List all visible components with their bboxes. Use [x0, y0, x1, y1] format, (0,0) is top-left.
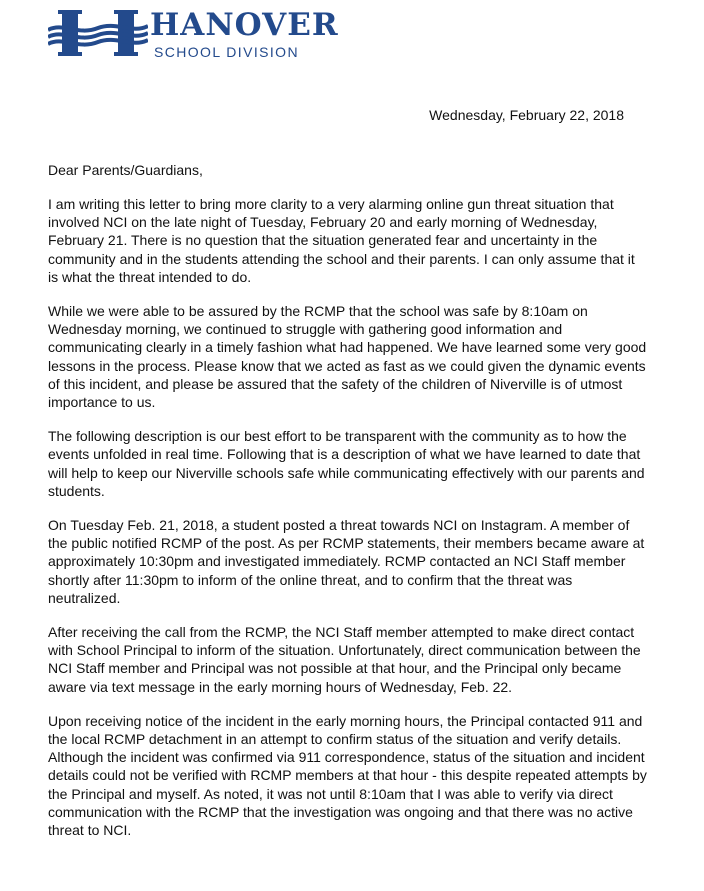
- letter-body: [48, 161, 648, 855]
- brand-name: HANOVER: [150, 7, 339, 43]
- paragraph: The following description is our best effort to be transparent with the community as to how the events unfolded in real time. Following that is a description of what we have learned to date that will help to keep our Niverville schools safe while communicating effectively with our parents and students.: [48, 428, 645, 499]
- paragraph: I am writing this letter to bring more clarity to a very alarming online gun threat situation that involved NCI on the late night of Tuesday, February 20 and early morning of Wednesday, February 21. There is no question that the situation generated fear and uncertainty in the community and in the students attending the school and their parents. I can only assume that it is what the threat intended to do.: [48, 196, 635, 285]
- hanover-h-wave-icon: [48, 6, 148, 60]
- letterhead: [48, 6, 368, 64]
- paragraph: On Tuesday Feb. 21, 2018, a student posted a threat towards NCI on Instagram. A member of the public notified RCMP of the post. As per RCMP statements, their members became aware at approximately 10:30pm and investigated immediately. RCMP contacted an NCI Staff member shortly after 11:30pm to inform of the online threat, and to confirm that the threat was neutralized.: [48, 517, 645, 606]
- brand-subtitle: SCHOOL DIVISION: [154, 44, 299, 60]
- paragraph: After receiving the call from the RCMP, the NCI Staff member attempted to make direct contact with School Principal to inform of the situation. Unfortunately, direct communication between the NCI Staff member and Principal was not possible at that hour, and the Principal only became aware via text message in the early morning hours of Wednesday, Feb. 22.: [48, 624, 641, 695]
- paragraph: Upon receiving notice of the incident in the early morning hours, the Principal contacted 911 and the local RCMP detachment in an attempt to confirm status of the situation and verify details. Although the incident was confirmed via 911 correspondence, status of the situation and incident details could not be verified with RCMP members at that hour - this despite repeated attempts by the Principal and myself. As noted, it was not until 8:10am that I was able to verify via direct communication with the RCMP that the investigation was ongoing and that there was no active threat to NCI.: [48, 712, 647, 839]
- letter-date: Wednesday, February 22, 2018: [429, 107, 624, 123]
- paragraph: While we were able to be assured by the RCMP that the school was safe by 8:10am on Wednesday morning, we continued to struggle with gathering good information and communicating clearly in a timely fashion what had happened. We have learned some very good lessons in the process. Please know that we acted as fast as we could given the dynamic events of this incident, and please be assured that the safety of the children of Niverville is of utmost importance to us.: [48, 303, 647, 411]
- salutation: Dear Parents/Guardians,: [48, 162, 203, 178]
